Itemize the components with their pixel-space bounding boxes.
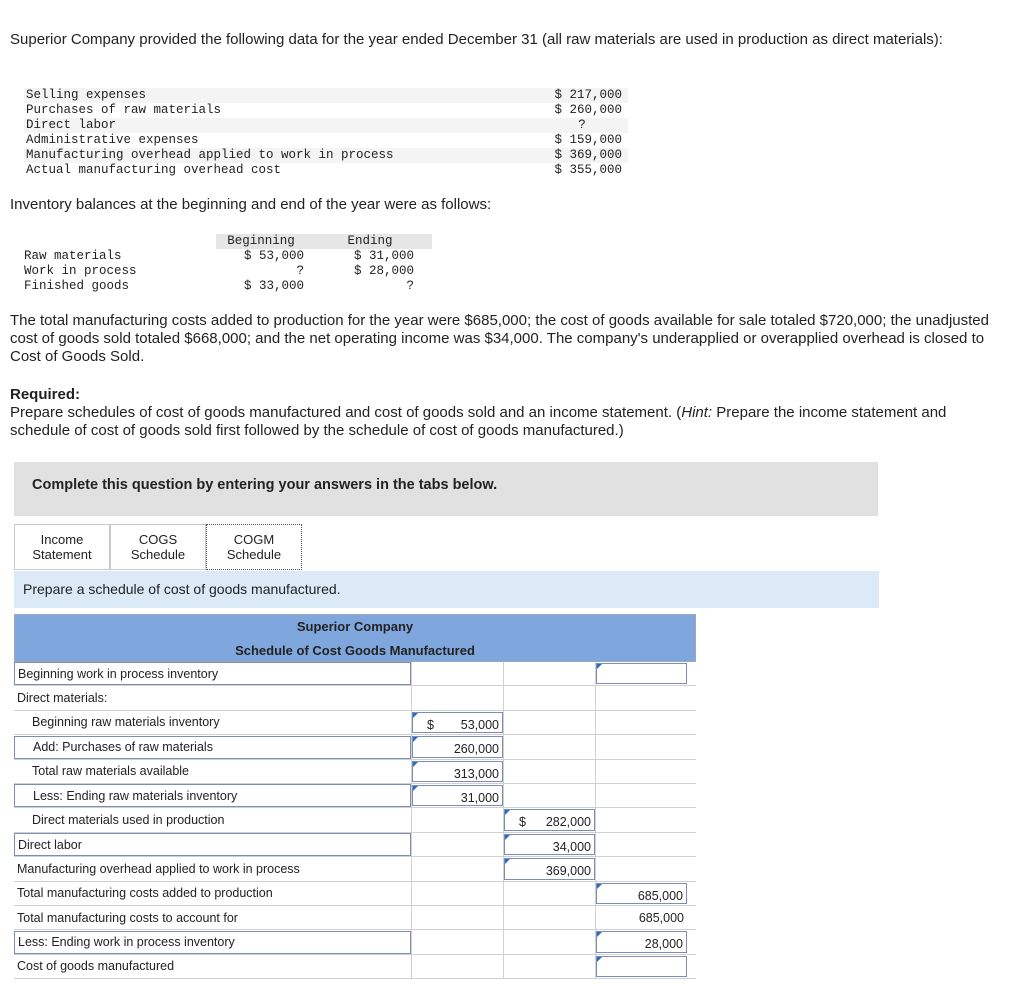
row-label: Direct materials used in production — [32, 813, 225, 828]
amount-cell-b — [503, 784, 595, 807]
amount-cell-a — [411, 784, 503, 807]
table-row — [14, 833, 696, 857]
cell-marker-icon — [597, 664, 602, 669]
row-label: Direct labor — [18, 837, 82, 852]
intro-text: Superior Company provided the following data for the year ended December 31 (all raw materials are used in production as direct materials): — [10, 31, 943, 48]
row-label-cell — [14, 662, 411, 685]
cell-marker-icon — [597, 932, 602, 937]
amount-cell-b — [503, 906, 595, 929]
table-row — [14, 808, 696, 832]
tab-instruction-bar — [14, 571, 879, 608]
amount-cell-b — [503, 930, 595, 953]
cell-marker-icon — [413, 786, 418, 791]
row-label: Beginning raw materials inventory — [32, 715, 220, 730]
row-label-select[interactable] — [14, 931, 411, 954]
table-row: Administrative expenses $ 159,000 — [26, 133, 622, 147]
amount-value: 53,000 — [460, 717, 499, 732]
table-row — [14, 662, 696, 686]
currency-symbol: $ — [427, 717, 434, 732]
required-section — [10, 386, 1000, 440]
amount-cell-b — [503, 735, 595, 758]
amount-cell-c — [595, 882, 687, 905]
cell-marker-icon — [413, 713, 418, 718]
amount-cell-c — [595, 760, 687, 783]
amount-cell-a — [411, 930, 503, 953]
amount-input[interactable] — [504, 809, 595, 830]
amount-value: 685,000 — [638, 910, 684, 925]
tab-cogs-schedule[interactable]: COGS Schedule — [110, 524, 206, 570]
table-header-row: Beginning Ending — [10, 234, 432, 249]
tab-cogm-schedule[interactable]: COGM Schedule — [206, 524, 302, 570]
amount-cell-a — [411, 906, 503, 929]
amount-cell-b — [503, 857, 595, 880]
amount-cell-a — [411, 857, 503, 880]
row-label: Cost of goods manufactured — [17, 959, 175, 974]
row-label-cell — [14, 955, 411, 978]
tab-income-statement[interactable]: Income Statement — [14, 524, 110, 570]
table-row: Actual manufacturing overhead cost $ 355,000 — [26, 163, 622, 177]
totals-text: The total manufacturing costs added to production for the year were $685,000; the cost of goods available for sale totaled $720,000; the unadjusted cost of goods sold totaled $668,000; and the net operating income was $34,000. The company's underapplied or overapplied overhead is closed to Cost of Goods Sold. — [10, 312, 989, 365]
row-label: Total raw materials available — [32, 764, 190, 779]
required-text-b: Prepare the income statement and schedule of cost of goods sold first followed by the schedule of cost of goods manufactured.) — [10, 404, 947, 439]
amount-cell-b — [503, 808, 595, 831]
required-text-a: Prepare schedules of cost of goods manufactured and cost of goods sold and an income statement. ( — [10, 404, 682, 421]
amount-cell-b — [503, 833, 595, 856]
row-label-cell — [14, 784, 411, 807]
table-row — [14, 930, 696, 954]
row-label-cell — [14, 686, 411, 709]
table-row — [14, 882, 696, 906]
amount-cell-c — [595, 857, 687, 880]
required-label: Required: — [10, 386, 81, 403]
row-label-select[interactable] — [14, 833, 411, 856]
cell-marker-icon — [505, 835, 510, 840]
amount-cell-a — [411, 662, 503, 685]
row-label-select[interactable] — [14, 662, 411, 685]
row-label-cell — [14, 760, 411, 783]
table-row: Finished goods $ 33,000 ? — [24, 279, 414, 293]
row-label-cell — [14, 930, 411, 953]
row-label-cell — [14, 857, 411, 880]
amount-value: 31,000 — [460, 790, 499, 805]
row-label: Less: Ending raw materials inventory — [33, 788, 238, 803]
row-label: Direct materials: — [17, 691, 108, 706]
row-label: Less: Ending work in process inventory — [18, 935, 235, 950]
table-row: Purchases of raw materials $ 260,000 — [26, 103, 622, 117]
amount-cell-c — [595, 784, 687, 807]
amount-cell-c — [595, 808, 687, 831]
amount-cell-c — [595, 833, 687, 856]
required-hint: Hint: — [681, 404, 713, 421]
amount-cell-a — [411, 686, 503, 709]
amount-cell-b — [503, 711, 595, 734]
table-row — [14, 735, 696, 759]
given-data-table — [24, 88, 628, 178]
amount-input[interactable] — [596, 956, 687, 977]
amount-cell-b — [503, 882, 595, 905]
table-row: Direct labor ? — [24, 118, 628, 133]
cell-marker-icon — [505, 859, 510, 864]
row-label-cell — [14, 906, 411, 929]
row-label: Manufacturing overhead applied to work in process — [17, 861, 300, 876]
cell-marker-icon — [597, 957, 602, 962]
amount-cell-c — [595, 906, 687, 929]
schedule-header — [14, 614, 696, 662]
cogm-schedule — [14, 614, 696, 979]
row-label: Add: Purchases of raw materials — [33, 740, 213, 755]
row-label-cell — [14, 808, 411, 831]
row-label-select[interactable] — [14, 784, 411, 807]
table-row — [14, 906, 696, 930]
amount-value: 34,000 — [552, 839, 591, 854]
inventory-table — [10, 234, 432, 294]
row-label-cell — [14, 833, 411, 856]
table-row — [14, 760, 696, 784]
amount-input[interactable] — [504, 858, 595, 879]
amount-cell-a — [411, 711, 503, 734]
cell-marker-icon — [413, 737, 418, 742]
amount-cell-b — [503, 760, 595, 783]
amount-cell-b — [503, 686, 595, 709]
amount-cell-a — [411, 882, 503, 905]
currency-symbol: $ — [519, 815, 526, 830]
amount-cell-c — [595, 735, 687, 758]
amount-input[interactable] — [412, 736, 503, 757]
amount-input[interactable] — [504, 834, 595, 855]
amount-cell-a — [411, 955, 503, 978]
amount-cell-a — [411, 808, 503, 831]
cell-marker-icon — [413, 762, 418, 767]
table-row — [14, 686, 696, 710]
amount-cell-c — [595, 711, 687, 734]
row-label: Total manufacturing costs added to production — [17, 886, 273, 901]
row-label-select[interactable] — [14, 736, 411, 759]
amount-input[interactable] — [596, 883, 687, 904]
amount-value: 369,000 — [545, 864, 591, 879]
row-label-cell — [14, 735, 411, 758]
amount-cell-c — [595, 955, 687, 978]
table-row: Raw materials $ 53,000 $ 31,000 — [24, 249, 414, 263]
table-row — [14, 784, 696, 808]
company-name: Superior Company — [296, 619, 414, 634]
table-row: Work in process ? $ 28,000 — [24, 264, 414, 278]
amount-input[interactable] — [412, 761, 503, 782]
amount-value: 685,000 — [637, 888, 683, 903]
amount-cell-a — [411, 735, 503, 758]
amount-input[interactable] — [412, 712, 503, 733]
cell-marker-icon — [597, 884, 602, 889]
amount-cell-c — [595, 662, 687, 685]
schedule-title: Schedule of Cost Goods Manufactured — [235, 643, 475, 658]
table-row: Selling expenses $ 217,000 — [24, 88, 628, 103]
amount-cell-a — [411, 760, 503, 783]
amount-input[interactable] — [596, 663, 687, 684]
amount-value: 282,000 — [545, 815, 591, 830]
schedule-rows — [14, 662, 696, 979]
instructions-banner — [14, 462, 878, 516]
banner-text: Complete this question by entering your answers in the tabs below. — [32, 477, 498, 493]
amount-cell-c — [595, 930, 687, 953]
row-label-cell — [14, 882, 411, 905]
amount-cell-a — [411, 833, 503, 856]
amount-value: 260,000 — [453, 742, 499, 757]
amount-value: 313,000 — [453, 766, 499, 781]
table-row — [14, 857, 696, 881]
tab-bar — [14, 524, 302, 570]
tab-instruction: Prepare a schedule of cost of goods manufactured. — [23, 581, 341, 597]
amount-cell-b — [503, 662, 595, 685]
amount-cell-c — [595, 686, 687, 709]
row-label: Total manufacturing costs to account for — [17, 910, 238, 925]
amount-cell-b — [503, 955, 595, 978]
amount-input[interactable] — [596, 931, 687, 952]
inventory-intro: Inventory balances at the beginning and end of the year were as follows: — [10, 196, 492, 213]
table-row — [14, 711, 696, 735]
amount-value: 28,000 — [644, 937, 683, 952]
table-row: Manufacturing overhead applied to work in process $ 369,000 — [24, 148, 628, 163]
row-label: Beginning work in process inventory — [18, 666, 219, 681]
row-label-cell — [14, 711, 411, 734]
cell-marker-icon — [505, 810, 510, 815]
amount-input[interactable] — [412, 785, 503, 806]
table-row — [14, 955, 696, 979]
